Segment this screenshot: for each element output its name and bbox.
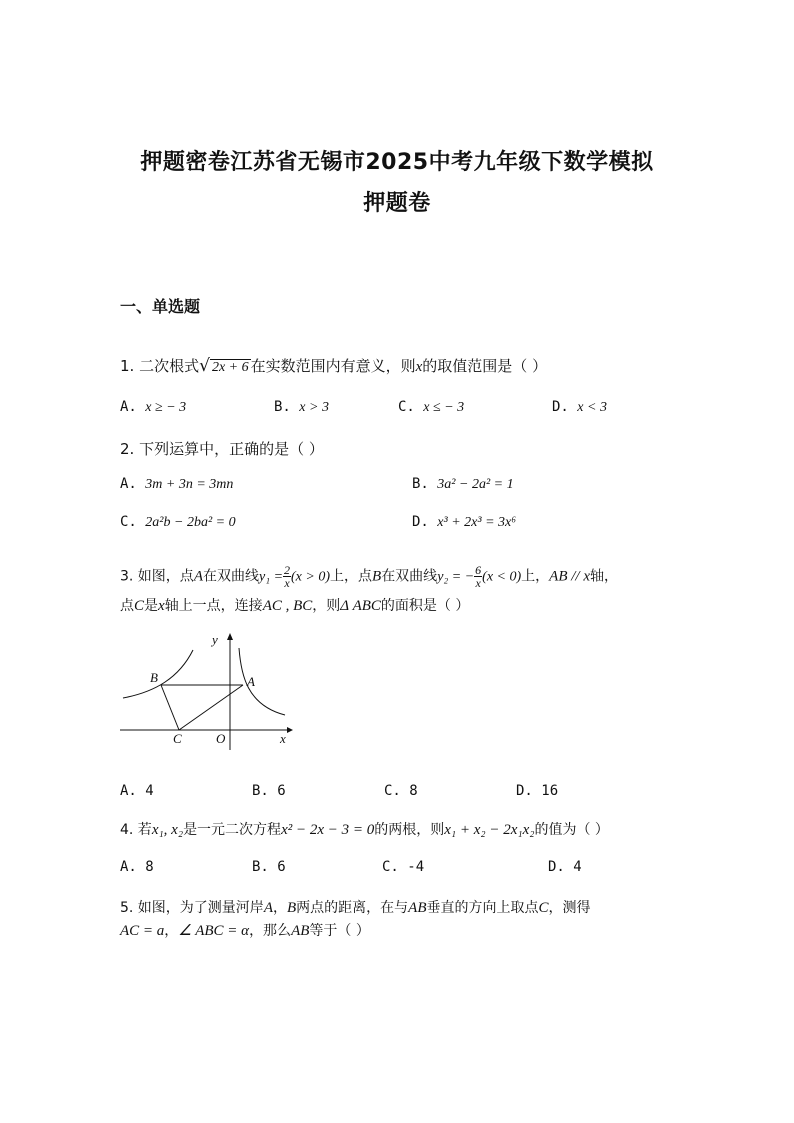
question-3-stem-line2 <box>120 595 469 615</box>
q3-segments: AC , BC <box>262 598 313 614</box>
q4-equation: x² − 2x − 3 = 0 <box>281 822 375 838</box>
option-expr: x³ + 2x³ = 3x⁶ <box>437 515 517 530</box>
option-label: B. <box>252 783 269 799</box>
x-axis-arrow-icon <box>287 727 293 733</box>
option-expr: 6 <box>277 783 286 799</box>
option-label: A. <box>120 859 137 875</box>
q3-option-a[interactable] <box>120 783 154 799</box>
q5-segment-ab: AB <box>291 923 310 939</box>
fig-label-a: A <box>247 674 255 689</box>
q3-option-b[interactable] <box>252 783 286 799</box>
q4-roots: x₁, x₂ <box>151 822 184 838</box>
question-3-stem-line1 <box>120 564 618 589</box>
option-label: D. <box>516 783 533 799</box>
q3-text: 轴上一点，连接 <box>164 598 263 614</box>
q3-text: ，则 <box>312 598 341 614</box>
q1-option-a[interactable] <box>120 399 186 416</box>
option-expr: 6 <box>277 859 286 875</box>
q3-text: 在双曲线 <box>202 568 259 585</box>
q3-parallel: AB // x <box>549 568 590 585</box>
fig-label-c: C <box>173 731 182 746</box>
q4-text: 的两根，则 <box>374 822 445 838</box>
option-label: A. <box>120 399 137 415</box>
hyperbola-left-branch <box>123 650 193 698</box>
hyperbola-right-branch <box>239 648 285 715</box>
q5-point-a: A <box>263 900 273 916</box>
q4-option-d[interactable] <box>548 859 582 875</box>
frac-num: 2 <box>284 563 291 577</box>
question-1-stem <box>120 355 547 376</box>
q1-radical: √ 2x + 6 <box>199 356 249 376</box>
question-5-stem-line2 <box>120 920 370 940</box>
q3-fraction-2 <box>474 564 482 589</box>
q2-option-c[interactable] <box>120 514 236 531</box>
option-expr: 4 <box>573 859 582 875</box>
q5-text: ，测得 <box>548 900 591 916</box>
q3-text: 在双曲线 <box>381 568 438 585</box>
q4-text: 4. 若 <box>120 822 152 838</box>
q1-text-a: 在实数范围内有意义，则 <box>250 357 416 375</box>
option-expr: 4 <box>145 783 154 799</box>
q1-radicand: 2x + 6 <box>211 360 249 375</box>
q3-triangle: Δ ABC <box>340 598 381 614</box>
option-label: D. <box>552 399 569 415</box>
q3-text: 点 <box>120 598 134 614</box>
q3-cond-2: (x < 0) <box>482 569 522 585</box>
option-label: C. <box>120 514 137 530</box>
document-title-line1: 押题密卷江苏省无锡市2025中考九年级下数学模拟 <box>140 150 654 175</box>
fig-label-x: x <box>280 731 286 746</box>
option-expr: x < 3 <box>577 400 607 415</box>
option-expr: 3m + 3n = 3mn <box>145 477 234 492</box>
option-label: C. <box>398 399 415 415</box>
option-expr: x ≤ − 3 <box>423 400 465 415</box>
q5-point-b: B <box>286 900 297 916</box>
section-heading: 一、单选题 <box>120 297 201 316</box>
segment-ac <box>179 685 243 730</box>
q5-text: 两点的距离，在与 <box>296 900 409 916</box>
frac-den: x <box>284 576 290 590</box>
q4-text: 的值为（ ） <box>534 822 609 838</box>
q5-text: ，那么 <box>249 923 292 939</box>
q5-text: 等于（ ） <box>309 923 370 939</box>
q5-text: 垂直的方向上取点 <box>426 900 539 916</box>
document-title-line2: 押题卷 <box>363 191 431 216</box>
option-expr: 8 <box>409 783 418 799</box>
q4-text: 是一元二次方程 <box>183 822 282 838</box>
option-label: D. <box>412 514 429 530</box>
q3-text: 3. 如图，点 <box>120 568 194 585</box>
option-expr: 2a²b − 2ba² = 0 <box>145 515 236 530</box>
question-5-stem-line1 <box>120 897 591 917</box>
q2-option-a[interactable] <box>120 476 233 493</box>
q4-expression: x₁ + x₂ − 2x₁x₂ <box>444 822 535 838</box>
q1-option-d[interactable] <box>552 399 607 416</box>
q3-point-c: C <box>134 598 145 614</box>
option-label: B. <box>252 859 269 875</box>
option-expr: 16 <box>541 783 559 799</box>
option-expr: x ≥ − 3 <box>145 400 187 415</box>
option-label: B. <box>274 399 291 415</box>
q3-fraction-1 <box>283 564 291 589</box>
q5-point-c: C <box>538 900 549 916</box>
option-label: B. <box>412 476 429 492</box>
frac-num: 6 <box>475 563 482 577</box>
question-2-stem: 2. 下列运算中，正确的是（ ） <box>120 440 324 458</box>
q3-text: 轴， <box>590 568 618 585</box>
fig-label-y: y <box>212 632 218 647</box>
option-label: C. <box>382 859 399 875</box>
q3-y2: y₂ = − <box>437 569 475 585</box>
q5-text: ， <box>164 923 179 939</box>
segment-bc <box>161 685 179 730</box>
q4-option-a[interactable] <box>120 859 154 875</box>
y-axis-arrow-icon <box>227 633 233 640</box>
q3-text: 是 <box>144 598 159 614</box>
option-expr: 3a² − 2a² = 1 <box>437 477 514 492</box>
q3-point-a: A <box>193 568 203 585</box>
q2-option-d[interactable] <box>412 514 516 531</box>
q3-cond-1: (x > 0) <box>291 569 331 585</box>
q3-y1: y₁ = <box>258 569 284 585</box>
q3-text: 上，点 <box>330 568 373 585</box>
fig-label-b: B <box>150 670 158 685</box>
option-expr: 8 <box>145 859 154 875</box>
option-label: A. <box>120 783 137 799</box>
q3-point-b: B <box>372 568 382 585</box>
q5-text: 5. 如图，为了测量河岸 <box>120 900 264 916</box>
option-label: D. <box>548 859 565 875</box>
q5-ac: AC = a <box>120 923 165 939</box>
q3-option-c[interactable] <box>384 783 418 799</box>
option-expr: -4 <box>407 859 425 875</box>
q3-figure <box>115 630 305 755</box>
option-expr: x > 3 <box>299 400 329 415</box>
frac-den: x <box>475 576 481 590</box>
q1-var: x <box>415 359 423 375</box>
fig-label-o: O <box>216 731 226 746</box>
q3-text: 上， <box>521 568 550 585</box>
q5-segment-ab: AB <box>408 900 427 916</box>
q5-angle: ∠ ABC = α <box>178 923 250 939</box>
q1-option-c[interactable] <box>398 399 464 416</box>
q1-prefix: 1. 二次根式 <box>120 357 200 375</box>
option-label: C. <box>384 783 401 799</box>
q1-option-b[interactable] <box>274 399 329 416</box>
q3-text: 的面积是（ ） <box>380 598 470 614</box>
q4-option-b[interactable] <box>252 859 286 875</box>
q3-option-d[interactable] <box>516 783 558 799</box>
q4-option-c[interactable] <box>382 859 424 875</box>
q3-x: x <box>158 598 165 614</box>
q2-option-b[interactable] <box>412 476 514 493</box>
option-label: A. <box>120 476 137 492</box>
question-4-stem <box>120 819 609 839</box>
q5-text: ， <box>272 900 287 916</box>
q1-text-b: 的取值范围是（ ） <box>422 357 548 375</box>
